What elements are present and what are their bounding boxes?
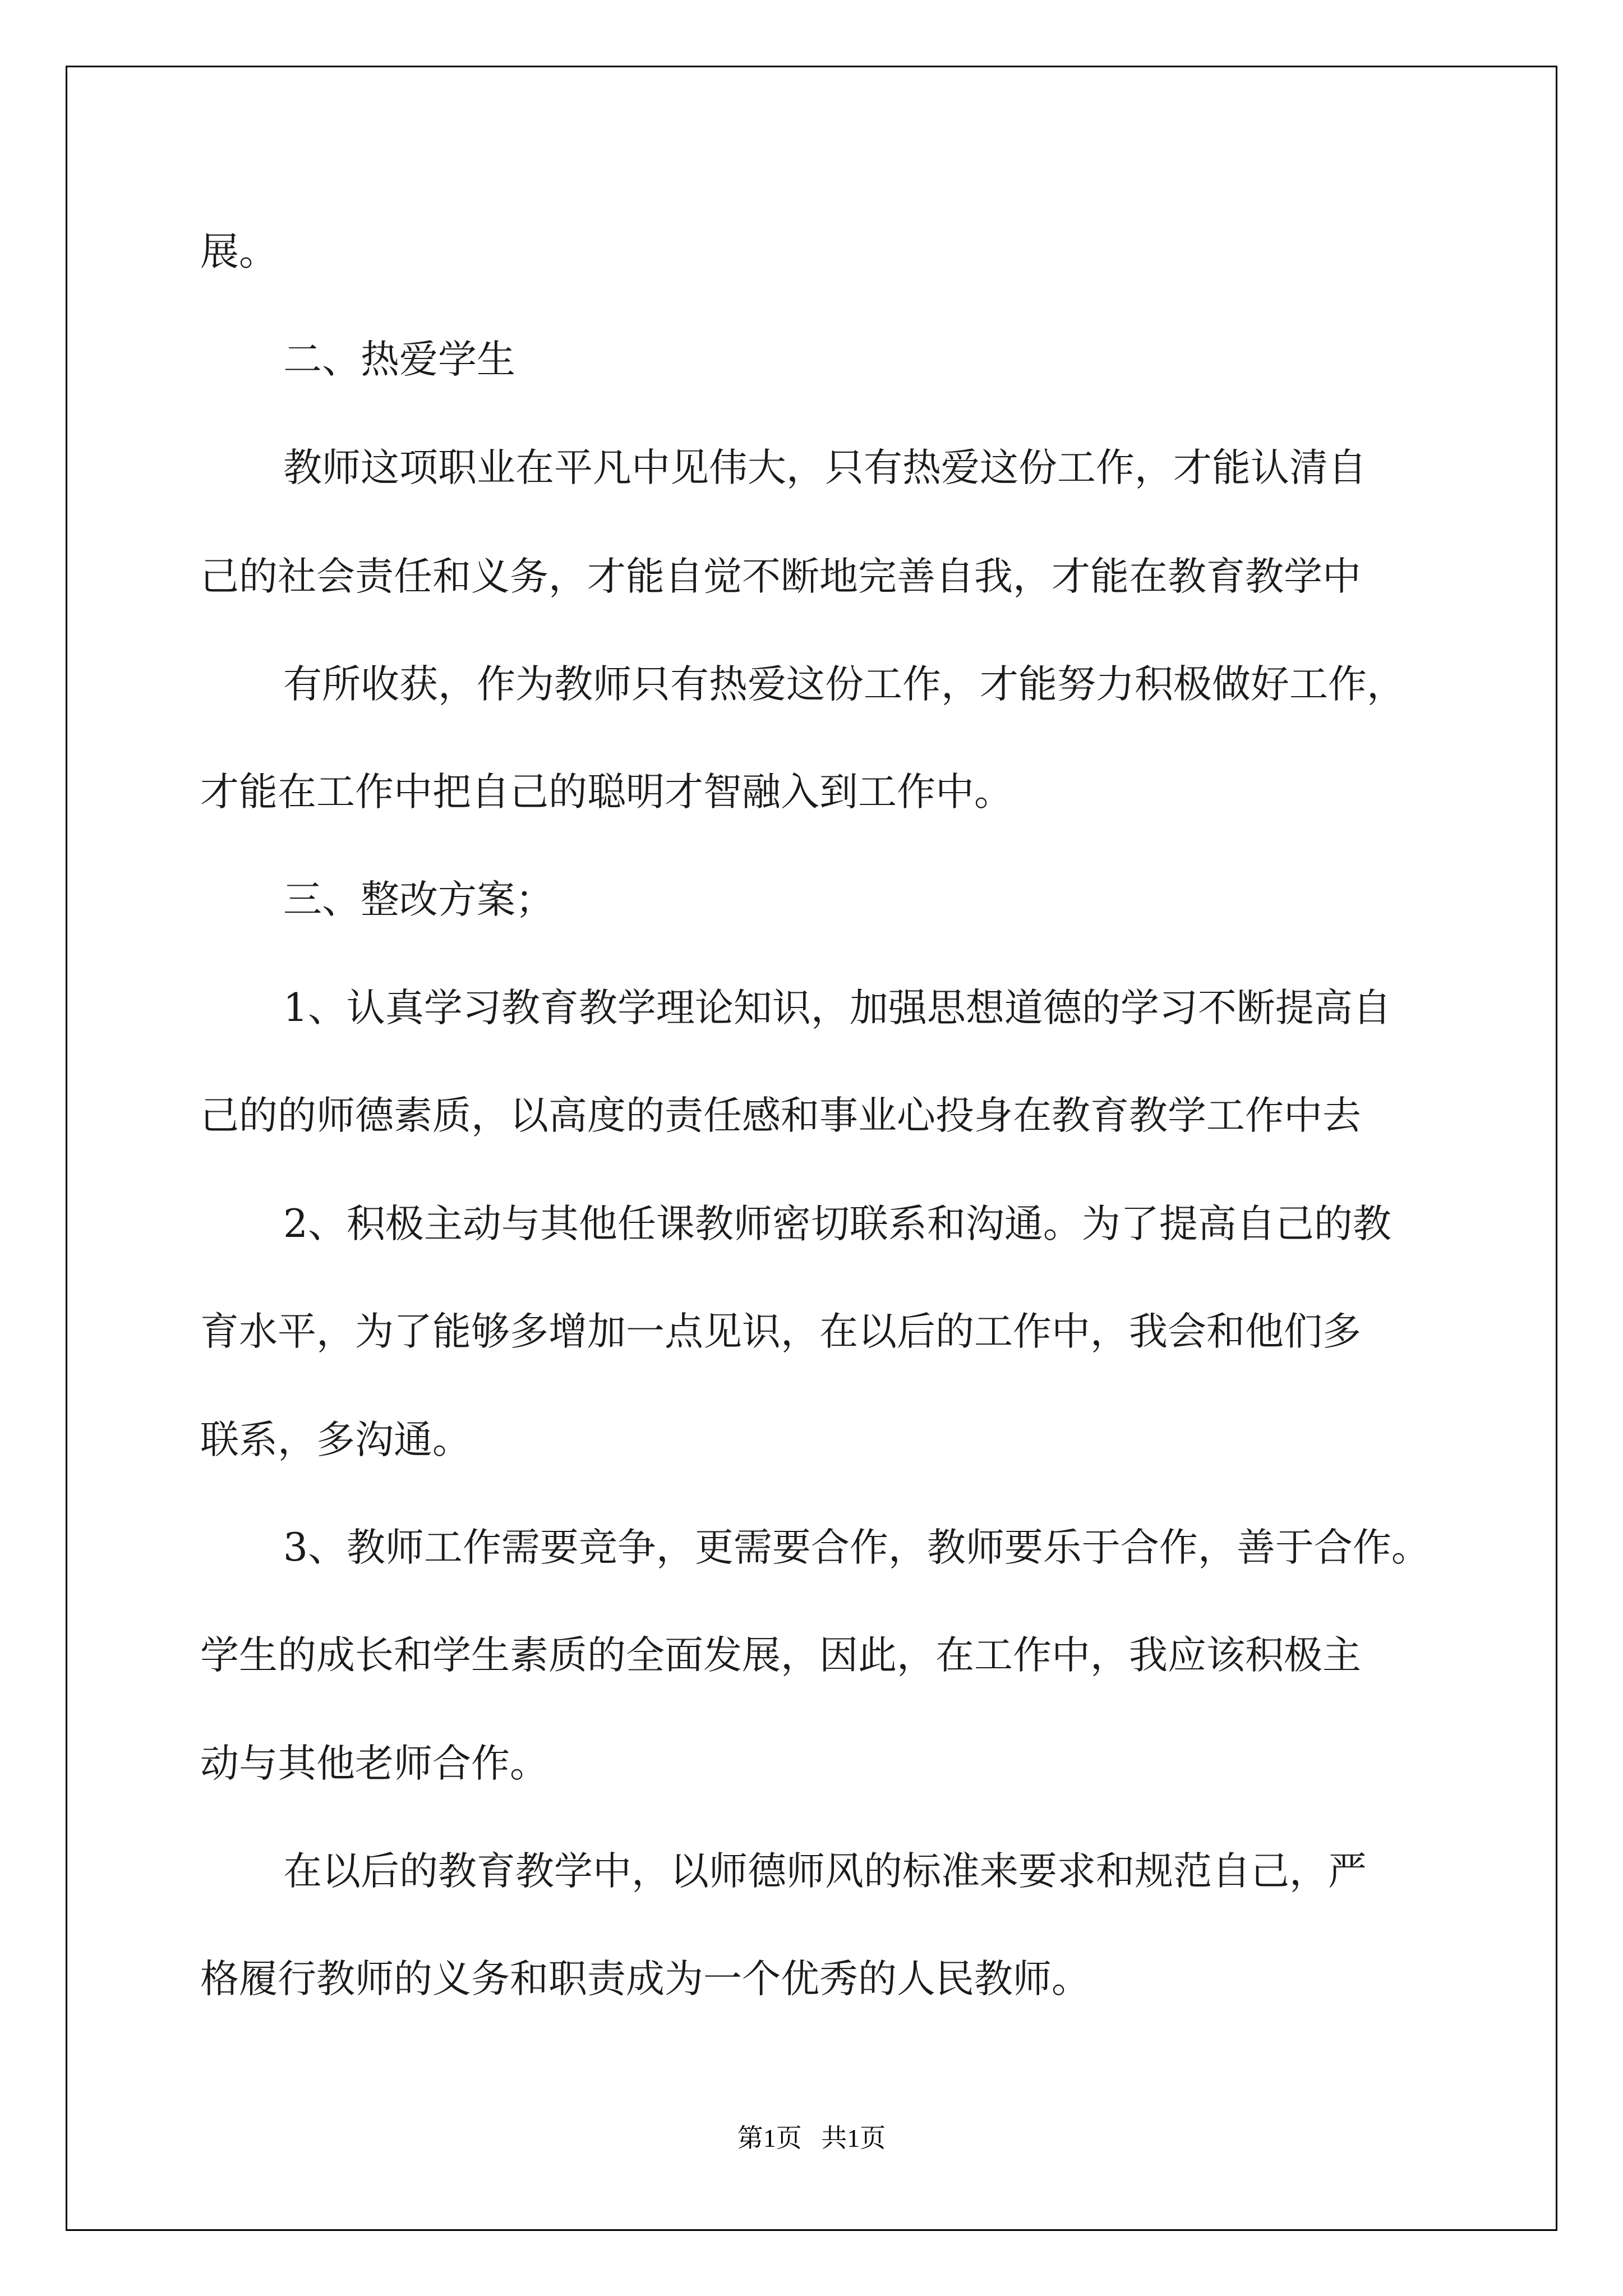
- paragraph-line: 教师这项职业在平凡中见伟大，只有热爱这份工作，才能认清自: [283, 445, 1367, 490]
- paragraph-line: 格履行教师的义务和职责成为一个优秀的人民教师。: [200, 1957, 1090, 2001]
- paragraph-line: 在以后的教育教学中，以师德师风的标准来要求和规范自己，严: [283, 1849, 1367, 1894]
- page-footer: 第1页 共1页: [737, 2124, 886, 2152]
- paragraph-line: 二、热爱学生: [283, 337, 515, 382]
- paragraph-line: 联系，多沟通。: [200, 1418, 471, 1462]
- paragraph-line: 1、认真学习教育教学理论知识，加强思想道德的学习不断提高自: [283, 986, 1391, 1030]
- paragraph-line: 动与其他老师合作。: [200, 1741, 548, 1786]
- paragraph-line: 己的的师德素质，以高度的责任感和事业心投身在教育教学工作中去: [200, 1093, 1361, 1138]
- paragraph-line: 有所收获，作为教师只有热爱这份工作，才能努力积极做好工作，: [283, 662, 1405, 707]
- page-border: [66, 66, 1557, 2231]
- paragraph-line: 学生的成长和学生素质的全面发展，因此，在工作中，我应该积极主: [200, 1633, 1361, 1678]
- paragraph-line: 展。: [200, 229, 278, 274]
- paragraph-line: 3、教师工作需要竞争，更需要合作，教师要乐于合作，善于合作。: [283, 1525, 1430, 1570]
- paragraph-line: 己的社会责任和义务，才能自觉不断地完善自我，才能在教育教学中: [200, 554, 1361, 599]
- paragraph-line: 育水平，为了能够多增加一点见识，在以后的工作中，我会和他们多: [200, 1309, 1361, 1354]
- paragraph-line: 2、积极主动与其他任课教师密切联系和沟通。为了提高自己的教: [283, 1202, 1391, 1246]
- paragraph-line: 三、整改方案；: [283, 877, 554, 922]
- paragraph-line: 才能在工作中把自己的聪明才智融入到工作中。: [200, 770, 1013, 815]
